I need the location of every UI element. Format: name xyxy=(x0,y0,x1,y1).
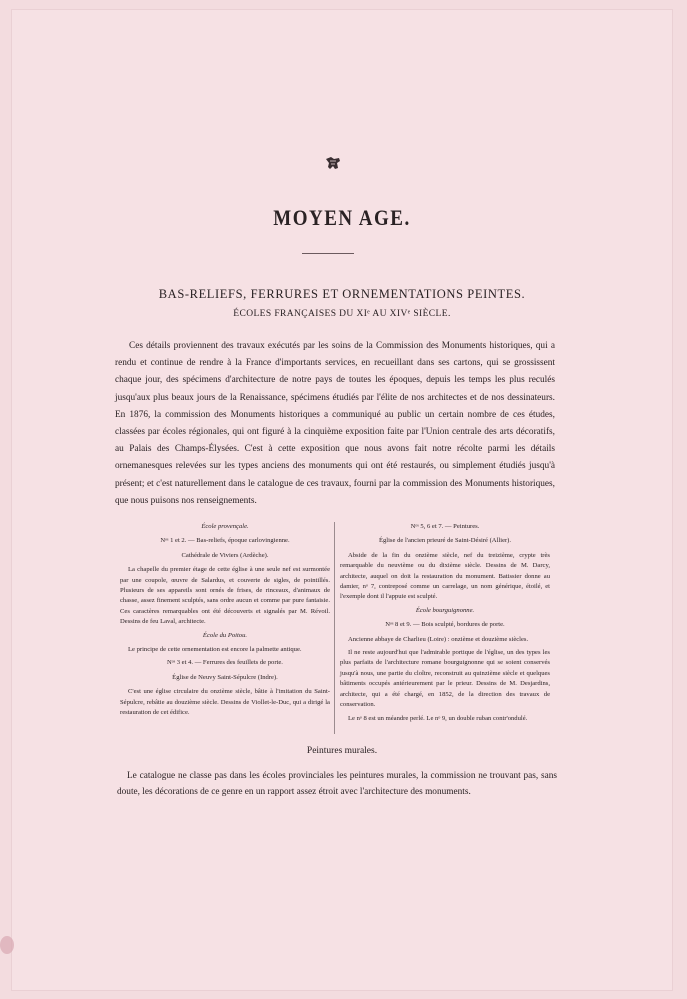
item-heading: Nᵒˢ 1 et 2. — Bas-reliefs, époque carlovingienne. xyxy=(160,537,290,545)
section-title: Peintures murales. xyxy=(306,746,378,756)
description-paragraph: Abside de la fin du onzième siècle, nef du treizième, crypte très remarquable du neuvième ou du dixième siècle. Dessins de M. Darcy, architecte, auquel on doit la restauration du monument. Batissier donne au damier, nᵒ 7, contreposé comme un carrelage, un nom générique, étoilé, et l'exemple dont il l'appuie est sculpté. xyxy=(340,551,550,601)
item-heading: Nᵒˢ 5, 6 et 7. — Peintures. xyxy=(410,523,480,530)
place-name: Église de Neuvy Saint-Sépulcre (Indre). xyxy=(172,673,278,681)
school-label: École bourguignonne. xyxy=(415,606,475,614)
page-title: MOYEN AGE. xyxy=(273,206,411,231)
right-column xyxy=(340,522,550,727)
place-name: Cathédrale de Viviers (Ardèche). xyxy=(181,551,269,559)
printers-ornament-icon xyxy=(325,156,341,170)
intro-paragraph: Ces détails proviennent des travaux exécutés par les soins de la Commission des Monuments historiques, qui a rendu et continue de rendre à la France d'importants services, en recueillant dans ses cartons, qui se grossissent chaque jour, des spécimens d'architecture de notre pays de toutes les époques, depuis les temps les plus reculés jusqu'aux plus beaux jours de la Renaissance, spécimens étudiés par l'élite de nos architectes et de nos dessinateurs. En 1876, la commission des Monuments historiques a communiqué au public un certain nombre de ces études, classées par écoles régionales, qui ont figuré à la cinquième exposition faite par l'Union centrale des arts décoratifs, au Palais des Champs-Élysées. C'est à cette exposition que nous avons fait notre récolte parmi les détails ornemanesques relevées sur les types anciens des monuments qui ont été restaurés, ou simplement étudiés jusqu'à présent; et c'est naturellement dans le catalogue de ces travaux, fourni par la commission des Monuments historiques, que nous puisons nos renseignements. xyxy=(115,341,555,506)
item-heading: Nᵒˢ 8 et 9. — Bois sculpté, bordures de porte. xyxy=(385,621,505,629)
place-name: Église de l'ancien prieuré de Saint-Désiré (Allier). xyxy=(378,537,512,545)
section-subheading: ÉCOLES FRANÇAISES DU XIᵉ AU XIVᵉ SIÈCLE. xyxy=(233,309,451,319)
school-label: École du Poitou. xyxy=(202,631,248,639)
page-sheet xyxy=(12,10,672,990)
description-paragraph: Le principe de cette ornementation est encore la palmette antique. xyxy=(128,646,302,654)
school-label: École provençale. xyxy=(201,523,249,530)
closing-paragraph: Le catalogue ne classe pas dans les écoles provinciales les peintures murales, la commission ne trouvant pas, sans doute, les décorations de ce genre en un rapport assez étroit avec l'architecture des monuments. xyxy=(117,771,557,797)
description-paragraph: Le nᵒ 8 est un méandre perlé. Le nᵒ 9, un double ruban contr'ondulé. xyxy=(348,714,528,722)
place-name: Ancienne abbaye de Charlieu (Loire) : onzième et douzième siècles. xyxy=(348,635,529,643)
item-heading: Nᵒˢ 3 et 4. — Ferrures des feuillets de porte. xyxy=(167,659,283,667)
title-rule xyxy=(302,253,354,254)
description-paragraph: Il ne reste aujourd'hui que l'admirable portique de l'église, un des types les plus parfaits de l'architecture romane bourguignonne qui se soient conservés jusqu'à nous, une partie du cloître, reconstruit au quinzième siècle et quelques bâtiments occupés antérieurement par le prieur. Dessins de M. Desjardins, architecte, qui a été chargé, en 1852, de la direction des travaux de conservation. xyxy=(340,649,550,709)
description-paragraph: La chapelle du premier étage de cette église à une seule nef est surmontée par une coupole, œuvre de Salardus, et couverte de sigles, de pointillés. Plusieurs de ses appareils sont ornés de frises, de rinceaux, d'animaux de chasse, assez finement sculptés, sans ordre aucun et comme par pure fantaisie. Ces caractères remarquables ont été découverts et signalés par M. Révoil. Dessins de feu Laval, architecte. xyxy=(120,566,330,626)
section-heading: BAS-RELIEFS, FERRURES ET ORNEMENTATIONS PEINTES. xyxy=(158,287,526,301)
paper-stain xyxy=(0,936,14,954)
left-column xyxy=(120,522,330,722)
description-paragraph: C'est une église circulaire du onzième siècle, bâtie à l'imitation du Saint-Sépulcre, rebâtie au douzième siècle. Dessins de Viollet-le-Duc, qui a dirigé la restauration de cet édifice. xyxy=(120,688,330,717)
column-divider xyxy=(334,522,335,734)
